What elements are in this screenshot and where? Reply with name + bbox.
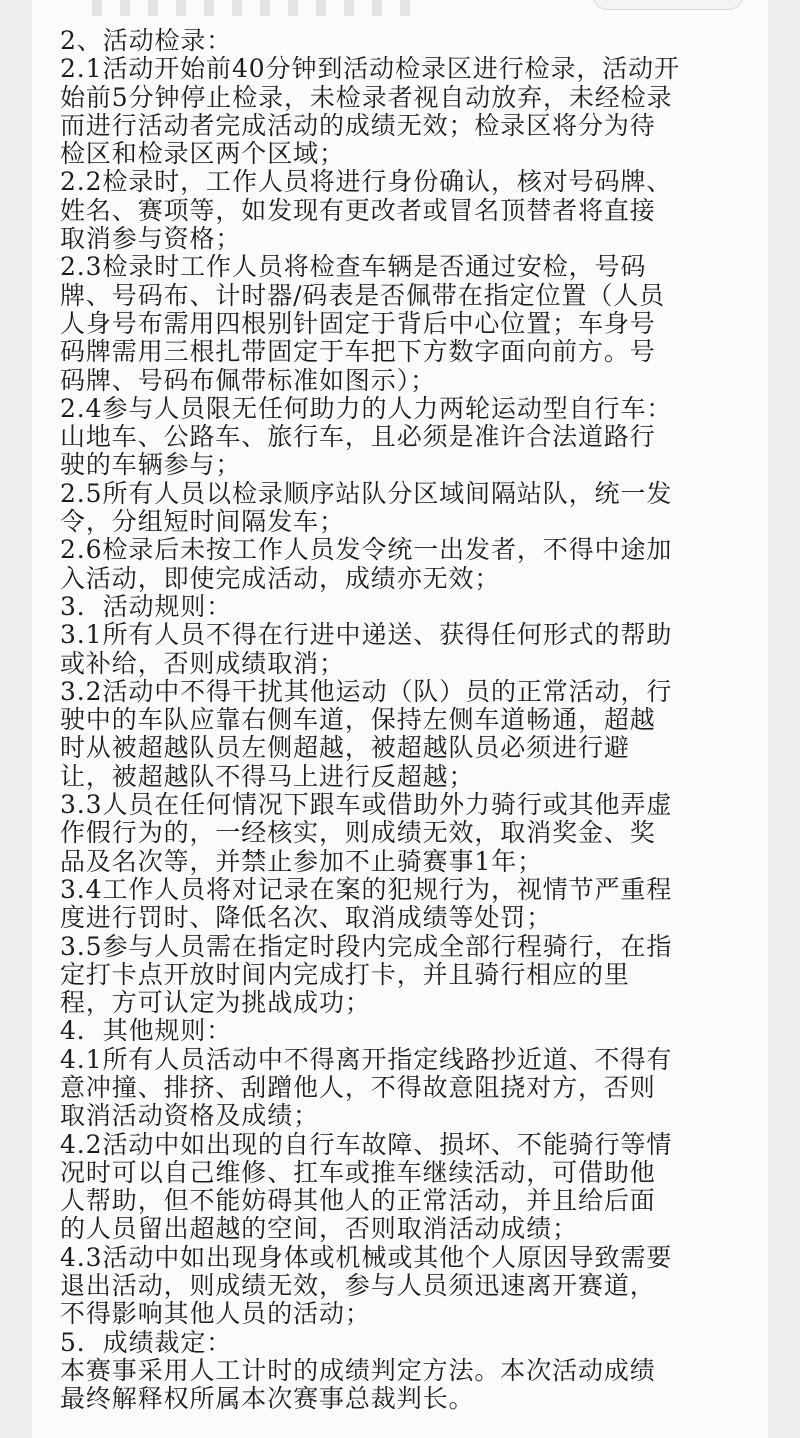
- text-line: 或补给，否则成绩取消；: [60, 649, 345, 678]
- text-line: 2.4参与人员限无任何助力的人力两轮运动型自行车：: [60, 394, 673, 423]
- text-line: 4.2活动中如出现的自行车故障、损坏、不能骑行等情: [60, 1130, 673, 1159]
- text-line: 作假行为的，一经核实，则成绩无效，取消奖金、奖: [60, 819, 656, 848]
- text-line: 3.1所有人员不得在行进中递送、获得任何形式的帮助: [60, 621, 673, 650]
- text-line: 5．成绩裁定：: [60, 1328, 233, 1357]
- text-line: 3．活动规则：: [60, 592, 233, 621]
- text-line: 牌、号码布、计时器/码表是否佩带在指定位置（人员: [60, 281, 666, 310]
- text-line: 程，方可认定为挑战成功；: [60, 989, 371, 1018]
- text-line: 不得影响其他人员的活动；: [60, 1300, 371, 1329]
- text-line: 时从被超越队员左侧超越，被超越队员必须进行避: [60, 734, 630, 763]
- text-line: 码牌需用三根扎带固定于车把下方数字面向前方。号: [60, 338, 656, 367]
- text-line: 人身号布需用四根别针固定于背后中心位置；车身号: [60, 309, 656, 338]
- text-line: 退出活动，则成绩无效，参与人员须迅速离开赛道，: [60, 1272, 656, 1301]
- text-line: 2.6检录后未按工作人员发令统一出发者，不得中途加: [60, 536, 673, 565]
- text-line: 2、活动检录：: [60, 27, 233, 55]
- text-line: 人帮助，但不能妨碍其他人的正常活动，并且给后面: [60, 1187, 656, 1216]
- text-line: 3.2活动中不得干扰其他运动（队）员的正常活动，行: [60, 677, 673, 706]
- text-line: 本赛事采用人工计时的成绩判定方法。本次活动成绩: [60, 1356, 656, 1385]
- text-line: 最终解释权所属本次赛事总裁判长。: [60, 1385, 475, 1414]
- text-line: 姓名、赛项等，如发现有更改者或冒名顶替者将直接: [60, 196, 656, 225]
- text-line: 定打卡点开放时间内完成打卡，并且骑行相应的里: [60, 960, 630, 989]
- text-line: 码牌、号码布佩带标准如图示）；: [60, 366, 437, 395]
- text-line: 2.3检录时工作人员将检查车辆是否通过安检，号码: [60, 253, 647, 282]
- text-line: 4．其他规则：: [60, 1017, 233, 1046]
- text-line: 品及名次等，并禁止参加不止骑赛事1年；: [60, 847, 544, 876]
- text-line: 而进行活动者完成活动的成绩无效；检录区将分为待: [60, 111, 656, 140]
- text-line: 2.1活动开始前40分钟到活动检录区进行检录，活动开: [60, 55, 680, 84]
- text-line: 2.5所有人员以检录顺序站队分区域间隔站队，统一发: [60, 479, 673, 508]
- text-line: 检区和检录区两个区域；: [60, 140, 345, 169]
- text-line: 令，分组短时间隔发车；: [60, 508, 345, 537]
- text-line: 4.1所有人员活动中不得离开指定线路抄近道、不得有: [60, 1045, 673, 1074]
- text-line: 驶中的车队应靠右侧车道，保持左侧车道畅通，超越: [60, 706, 656, 735]
- text-line: 取消参与资格；: [60, 225, 242, 254]
- text-line: 4.3活动中如出现身体或机械或其他个人原因导致需要: [60, 1243, 673, 1272]
- text-line: 始前5分钟停止检录，未检录者视自动放弃，未经检录: [60, 83, 673, 112]
- text-line: 驶的车辆参与；: [60, 451, 242, 480]
- document-page: [32, 0, 768, 1438]
- text-line: 2.2检录时，工作人员将进行身份确认，核对号码牌、: [60, 168, 673, 197]
- text-line: 山地车、公路车、旅行车，且必须是准许合法道路行: [60, 423, 656, 452]
- text-line: 度进行罚时、降低名次、取消成绩等处罚；: [60, 904, 553, 933]
- text-line: 3.3人员在任何情况下跟车或借助外力骑行或其他弄虚: [60, 791, 673, 820]
- document-text: [60, 27, 760, 1414]
- text-line: 3.4工作人员将对记录在案的犯规行为，视情节严重程: [60, 875, 673, 904]
- text-line: 的人员留出超越的空间，否则取消活动成绩；: [60, 1215, 579, 1244]
- text-line: 取消活动资格及成绩；: [60, 1102, 320, 1131]
- text-line: 让，被超越队不得马上进行反超越；: [60, 762, 475, 791]
- text-line: 况时可以自己维修、扛车或推车继续活动，可借助他: [60, 1158, 656, 1187]
- top-overlay-pill: [592, 0, 744, 10]
- text-line: 入活动，即使完成活动，成绩亦无效；: [60, 564, 501, 593]
- text-line: 3.5参与人员需在指定时段内完成全部行程骑行，在指: [60, 932, 673, 961]
- cut-off-text-fragment: [92, 0, 412, 16]
- text-line: 意冲撞、排挤、刮蹭他人，不得故意阻挠对方，否则: [60, 1073, 656, 1102]
